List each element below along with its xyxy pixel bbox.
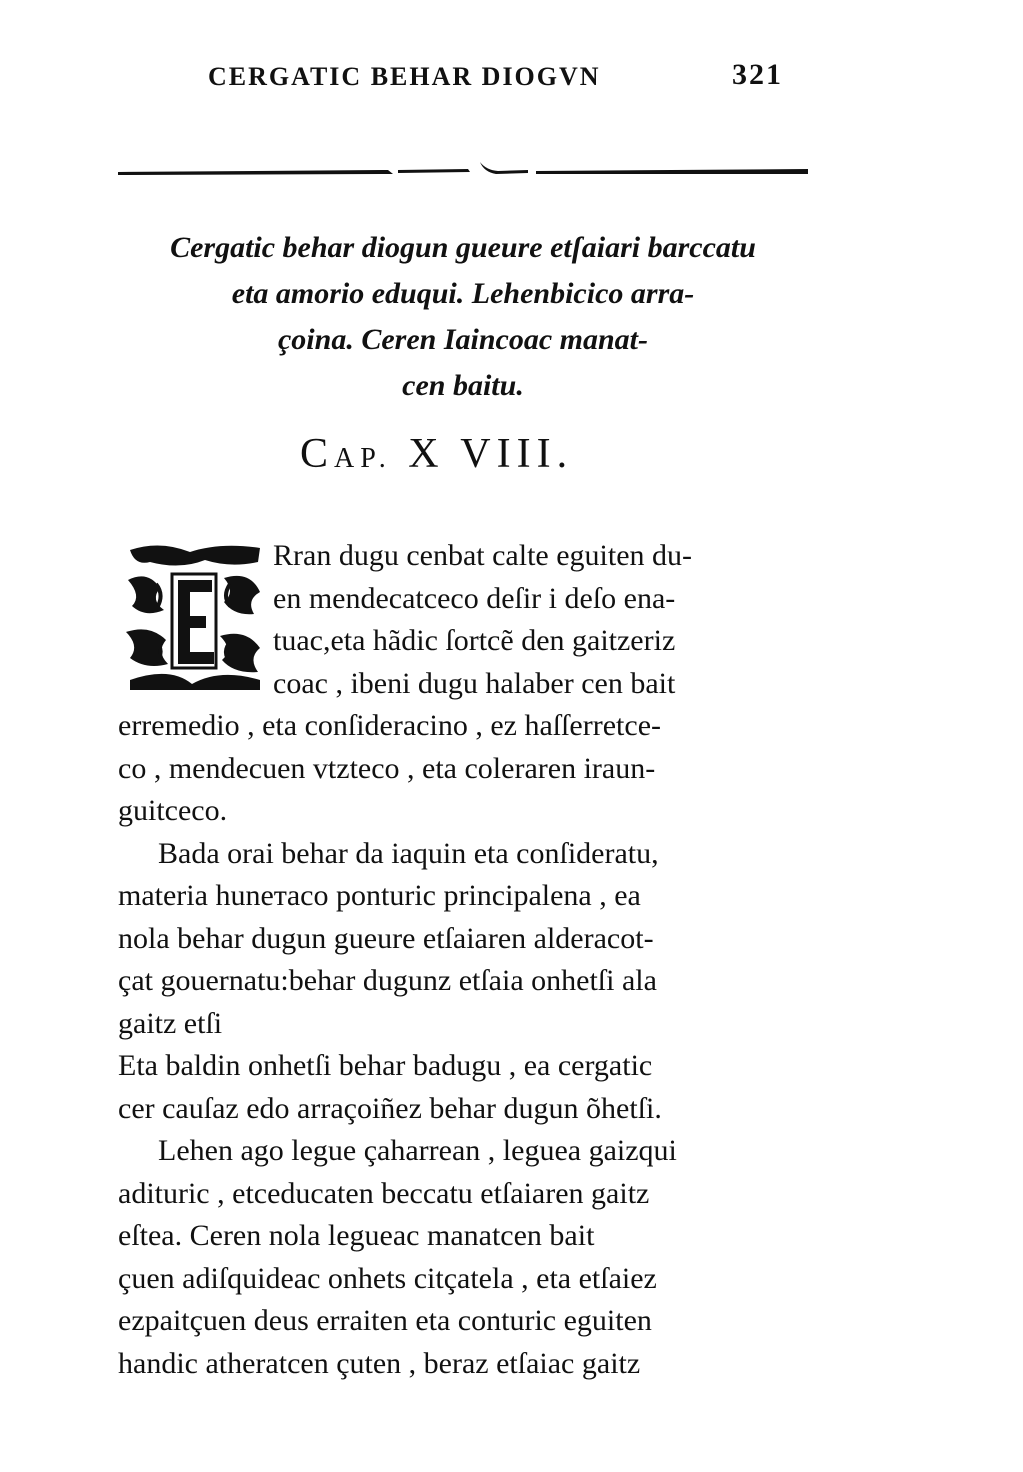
text-line: cer cauſaz edo arraçoiñez behar dugun õhetſi. xyxy=(118,1091,662,1125)
text-line: Eta baldin onhetſi behar badugu , ea cergatic xyxy=(118,1049,653,1082)
text-line: materia huneтaco ponturic principalena , ea xyxy=(118,879,641,912)
ornamental-rule xyxy=(118,160,808,180)
chapter-summary xyxy=(118,225,808,409)
text-line: nola behar dugun gueure etſaiaren alderacot- xyxy=(118,921,654,955)
text-line: Lehen ago legue çaharrean , leguea gaizqui xyxy=(158,1134,677,1167)
chapter-heading xyxy=(300,430,660,478)
summary-line: cen baitu. xyxy=(402,369,524,402)
chapter-label-initial: C xyxy=(300,431,335,477)
text-line: eſtea. Ceren nola legueac manatcen bait xyxy=(118,1219,595,1252)
text-line: ezpaitçuen deus erraiten eta conturic eguiten xyxy=(118,1304,652,1337)
text-line: çuen adiſquideac onhets citçatela , eta etſaiez xyxy=(118,1261,657,1295)
text-line: çat gouernatu:behar dugunz etſaia onhetſi ala xyxy=(118,964,657,997)
summary-line: Cergatic behar diogun gueure etſaiari barccatu xyxy=(170,231,756,264)
chapter-label-rest: AP. xyxy=(334,443,392,474)
text-line: adituric , etceducaten beccatu etſaiaren gaitz xyxy=(118,1176,650,1210)
text-line: tuac,eta hãdic ſortcẽ den gaitzeriz xyxy=(273,624,676,657)
text-line: guitceco. xyxy=(118,794,228,827)
text-line: erremedio , eta conſideracino , ez haſſerretce- xyxy=(118,709,662,742)
text-line: co , mendecuen vtzteco , eta coleraren iraun- xyxy=(118,751,656,785)
text-line: en mendecatceco deſir i deſo enа- xyxy=(273,581,676,615)
text-line: Rran dugu cenbat calte eguiten du- xyxy=(273,539,693,572)
page-number: 321 xyxy=(732,58,783,91)
body-text xyxy=(118,535,818,1385)
text-line: handic atheratcen çuten , beraz etſaiac gaitz xyxy=(118,1346,641,1380)
text-line: Bada orai behar da iaquin eta conſideratu, xyxy=(158,836,659,870)
running-title: CERGATIC BEHAR DIOGVN xyxy=(208,62,601,91)
chapter-number: X VIII. xyxy=(408,431,574,477)
summary-line: çoina. Ceren Iaincoac manat- xyxy=(277,323,648,356)
text-line: coac , ibeni dugu halaber cen bait xyxy=(273,666,676,700)
summary-line: eta amorio eduqui. Lehenbicico arra- xyxy=(231,277,695,310)
text-line: gaitz etſi xyxy=(118,1006,223,1040)
running-head xyxy=(200,52,820,102)
